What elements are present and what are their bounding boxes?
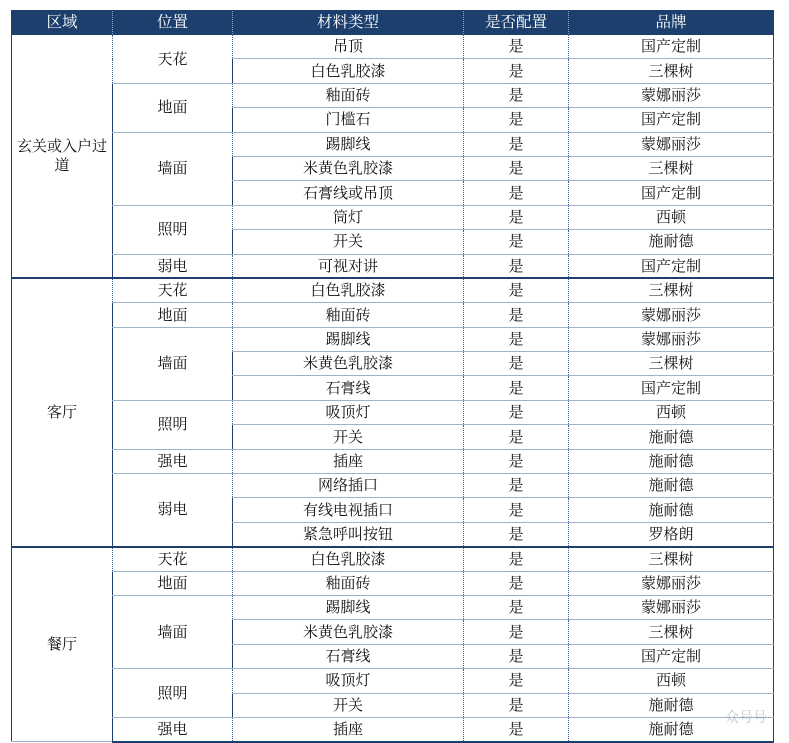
material-cell: 可视对讲 — [233, 254, 464, 278]
configured-cell: 是 — [464, 498, 569, 522]
material-spec-table — [11, 10, 774, 743]
table-row — [12, 449, 774, 473]
position-cell: 照明 — [113, 669, 233, 718]
configured-cell: 是 — [464, 571, 569, 595]
brand-cell: 国产定制 — [569, 644, 774, 668]
brand-cell: 蒙娜丽莎 — [569, 132, 774, 156]
material-cell: 石膏线或吊顶 — [233, 181, 464, 205]
brand-cell: 三棵树 — [569, 59, 774, 83]
brand-cell: 国产定制 — [569, 35, 774, 59]
header-brand: 品牌 — [569, 11, 774, 35]
material-cell: 白色乳胶漆 — [233, 59, 464, 83]
table-row — [12, 669, 774, 693]
brand-cell: 三棵树 — [569, 620, 774, 644]
configured-cell: 是 — [464, 352, 569, 376]
configured-cell: 是 — [464, 400, 569, 424]
header-material-type: 材料类型 — [233, 11, 464, 35]
material-cell: 石膏线 — [233, 376, 464, 400]
watermark: 众号号 — [725, 710, 767, 726]
header-area: 区域 — [12, 11, 113, 35]
header-position: 位置 — [113, 11, 233, 35]
brand-cell: 施耐德 — [569, 425, 774, 449]
position-cell: 天花 — [113, 278, 233, 302]
brand-cell: 蒙娜丽莎 — [569, 571, 774, 595]
position-cell: 地面 — [113, 303, 233, 327]
position-cell: 弱电 — [113, 254, 233, 278]
material-cell: 米黄色乳胶漆 — [233, 620, 464, 644]
brand-cell: 国产定制 — [569, 108, 774, 132]
configured-cell: 是 — [464, 83, 569, 107]
table-row — [12, 278, 774, 302]
brand-cell: 国产定制 — [569, 376, 774, 400]
configured-cell: 是 — [464, 303, 569, 327]
configured-cell: 是 — [464, 254, 569, 278]
table-row — [12, 595, 774, 619]
material-cell: 吸顶灯 — [233, 400, 464, 424]
material-cell: 插座 — [233, 449, 464, 473]
table-row — [12, 547, 774, 571]
brand-cell: 蒙娜丽莎 — [569, 83, 774, 107]
configured-cell: 是 — [464, 547, 569, 571]
position-cell: 墙面 — [113, 595, 233, 668]
brand-cell: 蒙娜丽莎 — [569, 303, 774, 327]
configured-cell: 是 — [464, 644, 569, 668]
brand-cell: 国产定制 — [569, 181, 774, 205]
material-cell: 门槛石 — [233, 108, 464, 132]
configured-cell: 是 — [464, 449, 569, 473]
table-row — [12, 303, 774, 327]
table-row — [12, 254, 774, 278]
position-cell: 墙面 — [113, 327, 233, 400]
material-cell: 釉面砖 — [233, 303, 464, 327]
position-cell: 天花 — [113, 547, 233, 571]
material-cell: 紧急呼叫按钮 — [233, 522, 464, 546]
configured-cell: 是 — [464, 35, 569, 59]
brand-cell: 三棵树 — [569, 278, 774, 302]
brand-cell: 三棵树 — [569, 156, 774, 180]
material-cell: 网络插口 — [233, 474, 464, 498]
material-cell: 釉面砖 — [233, 83, 464, 107]
material-cell: 吸顶灯 — [233, 669, 464, 693]
brand-cell: 罗格朗 — [569, 522, 774, 546]
brand-cell: 三棵树 — [569, 352, 774, 376]
header-configured: 是否配置 — [464, 11, 569, 35]
configured-cell: 是 — [464, 693, 569, 717]
configured-cell: 是 — [464, 595, 569, 619]
material-cell: 筒灯 — [233, 205, 464, 229]
position-cell: 强电 — [113, 449, 233, 473]
material-cell: 白色乳胶漆 — [233, 278, 464, 302]
configured-cell: 是 — [464, 278, 569, 302]
configured-cell: 是 — [464, 230, 569, 254]
brand-cell: 三棵树 — [569, 547, 774, 571]
material-cell: 有线电视插口 — [233, 498, 464, 522]
position-cell: 照明 — [113, 205, 233, 254]
material-cell: 开关 — [233, 425, 464, 449]
header-row — [12, 11, 774, 35]
position-cell: 强电 — [113, 717, 233, 741]
area-cell: 客厅 — [12, 278, 113, 546]
material-cell: 石膏线 — [233, 644, 464, 668]
brand-cell: 施耐德 — [569, 230, 774, 254]
material-cell: 米黄色乳胶漆 — [233, 352, 464, 376]
position-cell: 地面 — [113, 571, 233, 595]
brand-cell: 西顿 — [569, 400, 774, 424]
position-cell: 地面 — [113, 83, 233, 132]
configured-cell: 是 — [464, 474, 569, 498]
brand-cell: 施耐德 — [569, 498, 774, 522]
material-cell: 白色乳胶漆 — [233, 547, 464, 571]
material-cell: 釉面砖 — [233, 571, 464, 595]
table-row — [12, 327, 774, 351]
brand-cell: 施耐德 — [569, 693, 774, 717]
brand-cell: 西顿 — [569, 205, 774, 229]
position-cell: 照明 — [113, 400, 233, 449]
brand-cell: 西顿 — [569, 669, 774, 693]
brand-cell: 蒙娜丽莎 — [569, 595, 774, 619]
table-body — [12, 35, 774, 742]
position-cell: 天花 — [113, 35, 233, 84]
configured-cell: 是 — [464, 522, 569, 546]
configured-cell: 是 — [464, 59, 569, 83]
configured-cell: 是 — [464, 717, 569, 741]
brand-cell: 国产定制 — [569, 254, 774, 278]
configured-cell: 是 — [464, 376, 569, 400]
table-row — [12, 474, 774, 498]
configured-cell: 是 — [464, 327, 569, 351]
material-cell: 米黄色乳胶漆 — [233, 156, 464, 180]
configured-cell: 是 — [464, 205, 569, 229]
material-cell: 插座 — [233, 717, 464, 741]
material-cell: 踢脚线 — [233, 327, 464, 351]
configured-cell: 是 — [464, 620, 569, 644]
material-cell: 开关 — [233, 230, 464, 254]
position-cell: 墙面 — [113, 132, 233, 205]
table-row — [12, 132, 774, 156]
material-cell: 开关 — [233, 693, 464, 717]
configured-cell: 是 — [464, 108, 569, 132]
table-row — [12, 717, 774, 741]
material-cell: 吊顶 — [233, 35, 464, 59]
position-cell: 弱电 — [113, 474, 233, 547]
brand-cell: 施耐德 — [569, 717, 774, 741]
table-row — [12, 35, 774, 59]
brand-cell: 施耐德 — [569, 449, 774, 473]
brand-cell: 蒙娜丽莎 — [569, 327, 774, 351]
configured-cell: 是 — [464, 181, 569, 205]
configured-cell: 是 — [464, 425, 569, 449]
table-row — [12, 571, 774, 595]
table-row — [12, 400, 774, 424]
configured-cell: 是 — [464, 132, 569, 156]
area-cell: 餐厅 — [12, 547, 113, 742]
table-row — [12, 83, 774, 107]
brand-cell: 施耐德 — [569, 474, 774, 498]
material-cell: 踢脚线 — [233, 595, 464, 619]
configured-cell: 是 — [464, 156, 569, 180]
table-row — [12, 205, 774, 229]
area-cell: 玄关或入户过道 — [12, 35, 113, 279]
material-cell: 踢脚线 — [233, 132, 464, 156]
configured-cell: 是 — [464, 669, 569, 693]
